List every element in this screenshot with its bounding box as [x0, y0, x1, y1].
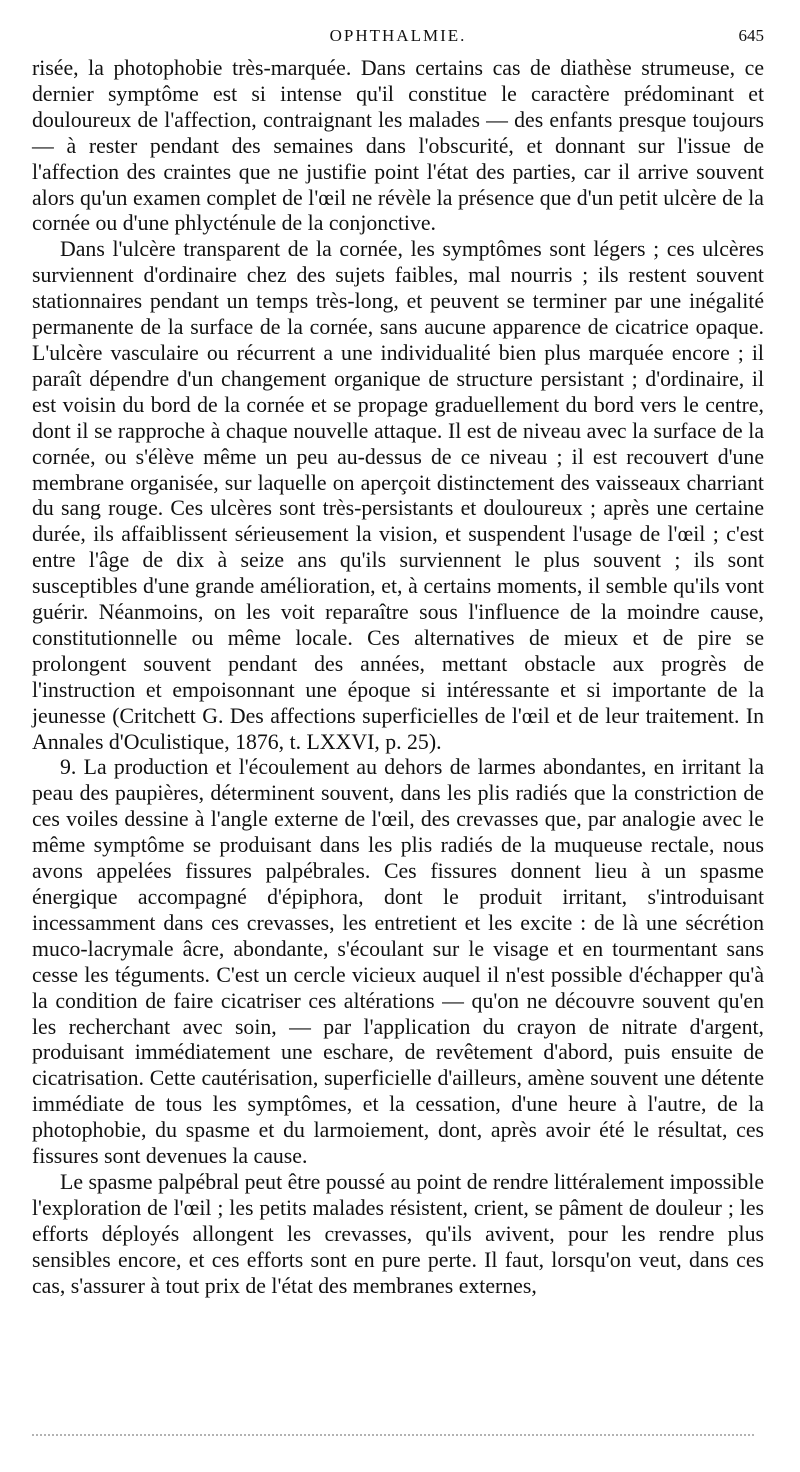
running-title: OPHTHALMIE.	[329, 26, 467, 45]
page-number: 645	[738, 26, 764, 45]
book-page	[32, 18, 764, 1458]
paragraph-section-9: 9. La production et l'écoulement au dehors de larmes abondantes, en irritant la peau des paupières, déterminent souvent, dans les plis radiés que la constriction de ces voiles dessine à l'angle externe de l'œil, des crevasses que, par analogie avec le même symptôme se produisant dans les plis radiés de la muqueuse rectale, nous avons appelées fissures palpébrales. Ces fissures donnent lieu à un spasme énergique accompagné d'épiphora, dont le produit irritant, s'introduisant incessamment dans ces crevasses, les entretient et les excite : de là une sécrétion muco-lacrymale âcre, abondante, s'écoulant sur le visage et en tourmentant sans cesse les téguments. C'est un cercle vicieux auquel il n'est possible d'échapper qu'à la condition de faire cicatriser ces altérations — qu'on ne découvre souvent qu'en les recherchant avec soin, — par l'application du crayon de nitrate d'argent, produisant immédiatement une eschare, de revêtement d'abord, puis ensuite de cicatrisation. Cette cautérisation, superficielle d'ailleurs, amène souvent une détente immédiate de tous les symptômes, et la cessation, d'une heure à l'autre, de la photophobie, du spasme et du larmoiement, dont, après avoir été le résultat, ces fissures sont devenues la cause.	[32, 755, 764, 1169]
paragraph-ulcere: Dans l'ulcère transparent de la cornée, les symptômes sont légers ; ces ulcères surviennent d'ordinaire chez des sujets faibles, mal nourris ; ils restent souvent stationnaires pendant un temps très-long, et peuvent se terminer par une inégalité permanente de la surface de la cornée, sans aucune apparence de cicatrice opaque. L'ulcère vasculaire ou récurrent a une individualité bien plus marquée encore ; il paraît dépendre d'un changement organique de structure persistant ; d'ordinaire, il est voisin du bord de la cornée et se propage graduellement du bord vers le centre, dont il se rapproche à chaque nouvelle attaque. Il est de niveau avec la surface de la cornée, ou s'élève même un peu au-dessus de ce niveau ; il est recouvert d'une membrane organisée, sur laquelle on aperçoit distinctement des vaisseaux charriant du sang rouge. Ces ulcères sont très-persistants et douloureux ; après une certaine durée, ils affaiblissent sérieusement la vision, et suspendent l'usage de l'œil ; c'est entre l'âge de dix à seize ans qu'ils surviennent le plus souvent ; ils sont susceptibles d'une grande amélioration, et, à certains moments, il semble qu'ils vont guérir. Néanmoins, on les voit reparaître sous l'influence de la moindre cause, constitutionnelle ou même locale. Ces alternatives de mieux et de pire se prolongent souvent pendant des années, mettant obstacle aux progrès de l'instruction et empoisonnant une époque si intéressante et si importante de la jeunesse (Critchett G. Des affections superficielles de l'œil et de leur traitement. In Annales d'Oculistique, 1876, t. LXXVI, p. 25).	[32, 237, 764, 754]
paragraph-spasme: Le spasme palpébral peut être poussé au point de rendre littéralement impossible l'exploration de l'œil ; les petits malades résistent, crient, se pâment de douleur ; les efforts déployés allongent les crevasses, qu'ils avivent, pour les rendre plus sensibles encore, et ces efforts sont en pure perte. Il faut, lorsqu'on veut, dans ces cas, s'assurer à tout prix de l'état des membranes externes,	[32, 1169, 764, 1298]
paragraph-continuation: risée, la photophobie très-marquée. Dans certains cas de diathèse strumeuse, ce dernier symptôme est si intense qu'il constitue le caractère prédominant et douloureux de l'affection, contraignant les malades — des enfants presque toujours — à rester pendant des semaines dans l'obscurité, et donnant sur l'issue de l'affection des craintes que ne justifie point l'état des parties, car il arrive souvent alors qu'un examen complet de l'œil ne révèle la présence que d'un petit ulcère de la cornée ou d'une phlycténule de la conjonctive.	[32, 56, 764, 236]
running-header	[32, 18, 764, 48]
bottom-bleed-through-line	[32, 1434, 754, 1436]
body-text	[32, 56, 764, 1300]
